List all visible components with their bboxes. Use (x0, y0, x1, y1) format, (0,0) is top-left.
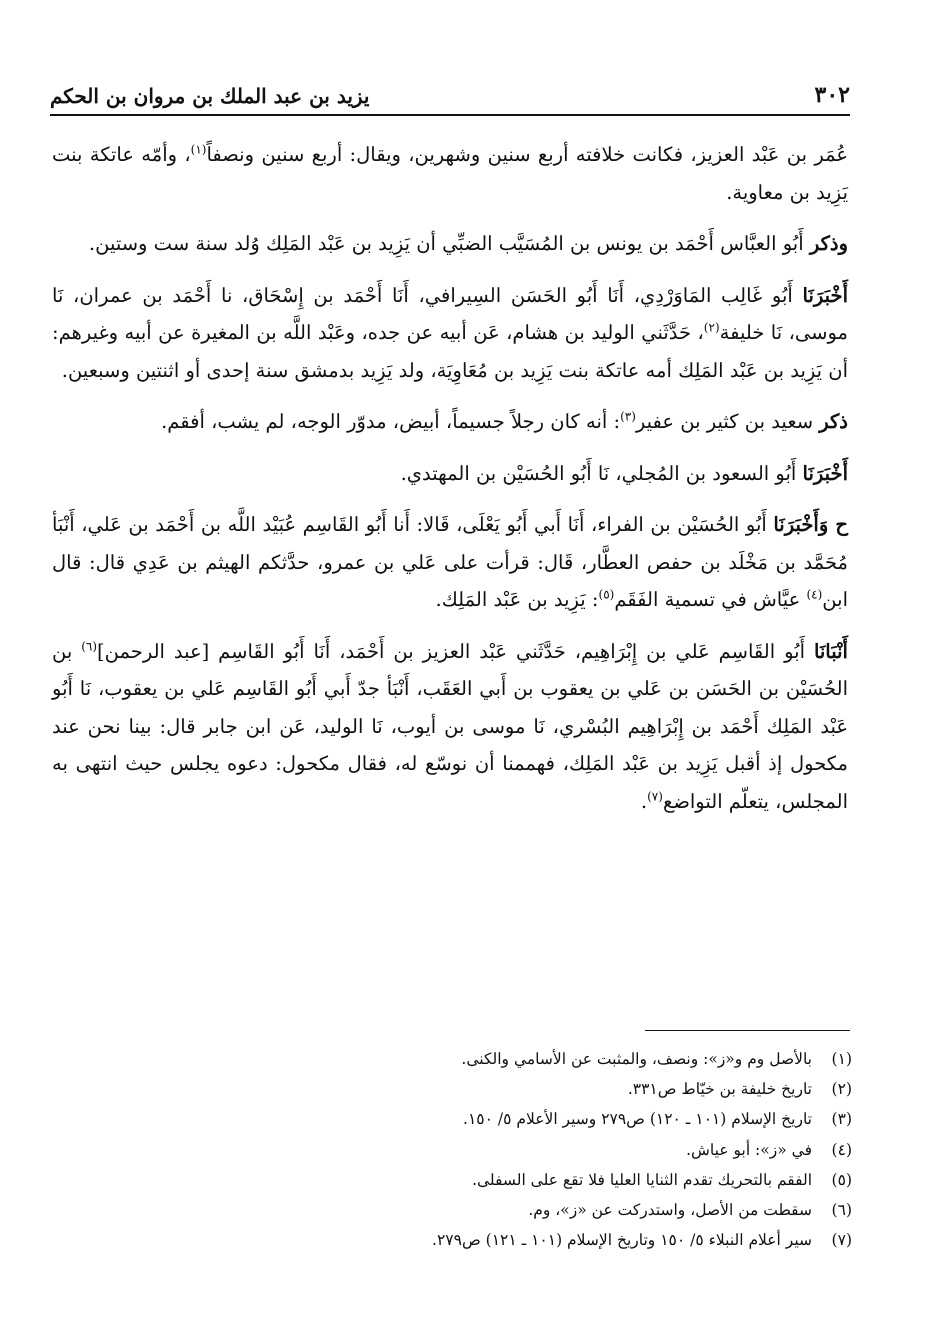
text-segment: أَبُو القَاسِم عَلي بن إِبْرَاهِيم، حَدَّثَني عَبْد العزيز بن أَحْمَد، أَنَا أَبُو القَاسِم [عبد الرحمن] (97, 639, 814, 663)
footnote-text: تاريخ الإسلام (١٠١ ـ ١٢٠) ص٢٧٩ وسير الأعلام ٥/ ١٥٠. (463, 1110, 812, 1129)
footnote-ref: (١) (190, 142, 207, 157)
paragraph-2 (52, 225, 848, 263)
text-segment: عيَّاش في تسمية الفَقَم (614, 588, 807, 611)
paragraph-5 (52, 455, 848, 493)
footnote (52, 1195, 852, 1225)
text-segment: : يَزِيد بن عَبْد المَلِك. (435, 588, 599, 611)
footnote-number: (١) (831, 1050, 852, 1068)
footnote-text: بالأصل وم و«ز»: ونصف، والمثبت عن الأسامي والكنى. (461, 1050, 812, 1068)
text-segment: أَبُو غَالِب المَاوَرْدِي، أَنَا أَبُو الحَسَن السِيرافي، أَنَا أَحْمَد بن إِسْحَاق، نا أَحْمَد بن عمران، نَا موسى، نَا خليفة (52, 283, 848, 344)
footnote-ref: (٤) (806, 587, 823, 602)
paragraph-3 (52, 277, 848, 390)
lead-keyword: أَخْبَرَنَا (802, 461, 848, 485)
footnote (52, 1165, 852, 1195)
text-segment: ، حَدَّثَني الوليد بن هشام، عَن أبيه عن جده، وعَبْد اللَّه بن المغيرة عن أبيه وغيرهم: أن يَزِيد بن عَبْد المَلِك أمه عاتكة بنت يَزِيد بن مُعَاوِيَة، ولد يَزِيد بدمشق سنة إحدى أو اثنتين وسبعين. (52, 321, 848, 382)
paragraph-6 (52, 506, 848, 619)
page-header (50, 70, 850, 116)
footnote-text: سير أعلام النبلاء ٥/ ١٥٠ وتاريخ الإسلام (١٠١ ـ ١٢١) ص٢٧٩. (432, 1231, 812, 1250)
paragraph-4 (52, 403, 848, 441)
footnote-number: (٤) (831, 1140, 852, 1159)
text-segment: أَبُو الحُسَيْن بن الفراء، أَنَا أَبي أَبُو يَعْلَى، قَالا: أَنا أَبُو القَاسِم عُبَيْد اللَّه بن أَحْمَد بن عَلي، أَنْبَأ مُحَمَّد بن مَخْلَد بن حفص العطَّار، قَال: قرأت على عَلي بن عمرو، حدَّثكم الهيثم بن عَدِي قال: قال ابن (52, 513, 848, 611)
running-title: يزيد بن عبد الملك بن مروان بن الحكم (50, 84, 370, 108)
text-segment: أَبُو العبَّاس أَحْمَد بن يونس بن المُسَيَّب الضبِّي أن يَزِيد بن عَبْد المَلِك وُلد سنة ست وستين. (88, 232, 810, 255)
footnote (52, 1135, 852, 1165)
footnote-number: (٣) (831, 1110, 852, 1129)
page-number: ٣٠٢ (814, 82, 850, 108)
footnote-number: (٥) (831, 1170, 852, 1189)
footnote-text: تاريخ خليفة بن خيّاط ص٣٣١. (627, 1080, 812, 1099)
footnote-ref: (٦) (81, 639, 98, 653)
footnote (52, 1225, 852, 1255)
text-segment: : أنه كان رجلاً جسيماً، أبيض، مدوّر الوجه، لم يشب، أفقم. (161, 410, 621, 433)
footnote-ref: (٢) (703, 320, 720, 335)
footnote-text: سقطت من الأصل، واستدركت عن «ز»، وم. (528, 1201, 812, 1220)
text-segment: عُمَر بن عَبْد العزيز، فكانت خلافته أربع سنين وشهرين، ويقال: أربع سنين ونصفاً (206, 143, 848, 166)
footnote-text: في «ز»: أبو عياش. (686, 1140, 812, 1159)
text-segment: سعيد بن كثير بن عفير (635, 410, 820, 433)
footnote (52, 1104, 852, 1134)
text-segment: ، وأمّه عاتكة بنت يَزِيد بن معاوية. (52, 143, 848, 204)
footnote-ref: (٧) (647, 789, 663, 803)
text-segment: بن الحُسَيْن بن الحَسَن بن عَلي بن يعقوب بن أَبي العَقَب، أَنْبَأ جدّ أَبي أَبُو القَاسِم عَلي بن يعقوب، نَا أَبُو عَبْد المَلِك أَحْمَد بن إِبْرَاهِيم البُسْري، نَا موسى بن أيوب، نَا الوليد، عَن ابن جابر قال: بينا نحن عند مكحول إذ أقبل يَزِيد بن عَبْد المَلِك، فهممنا أن نوسّع له، فقال مكحول: دعوه يجلس حيث انتهى به المجلس، يتعلّم التواضع (52, 639, 848, 813)
lead-keyword: أَنْبَانَا (813, 639, 848, 663)
footnote-number: (٧) (831, 1231, 852, 1250)
footnotes (52, 1044, 852, 1255)
text-segment: . (640, 789, 648, 813)
paragraph-1 (52, 136, 848, 211)
lead-keyword: ح وَأَخْبَرَنَا (773, 513, 849, 536)
paragraph-7 (52, 633, 848, 821)
footnote-text: الفقم بالتحريك تقدم الثنايا العليا فلا تقع على السفلى. (472, 1170, 812, 1189)
lead-keyword: وذكر (809, 232, 848, 255)
lead-keyword: أَخْبَرَنَا (802, 283, 848, 307)
footnote-ref: (٥) (598, 587, 615, 602)
footnote (52, 1074, 852, 1104)
footnote-number: (٦) (831, 1201, 852, 1220)
footnote (52, 1044, 852, 1074)
footnote-number: (٢) (831, 1080, 852, 1099)
lead-keyword: ذكر (819, 410, 848, 433)
text-segment: أَبُو السعود بن المُجلي، نَا أَبُو الحُسَيْن بن المهتدي. (400, 461, 803, 485)
footnote-ref: (٣) (620, 409, 636, 424)
footnote-divider (645, 1030, 850, 1031)
main-text (52, 136, 848, 834)
